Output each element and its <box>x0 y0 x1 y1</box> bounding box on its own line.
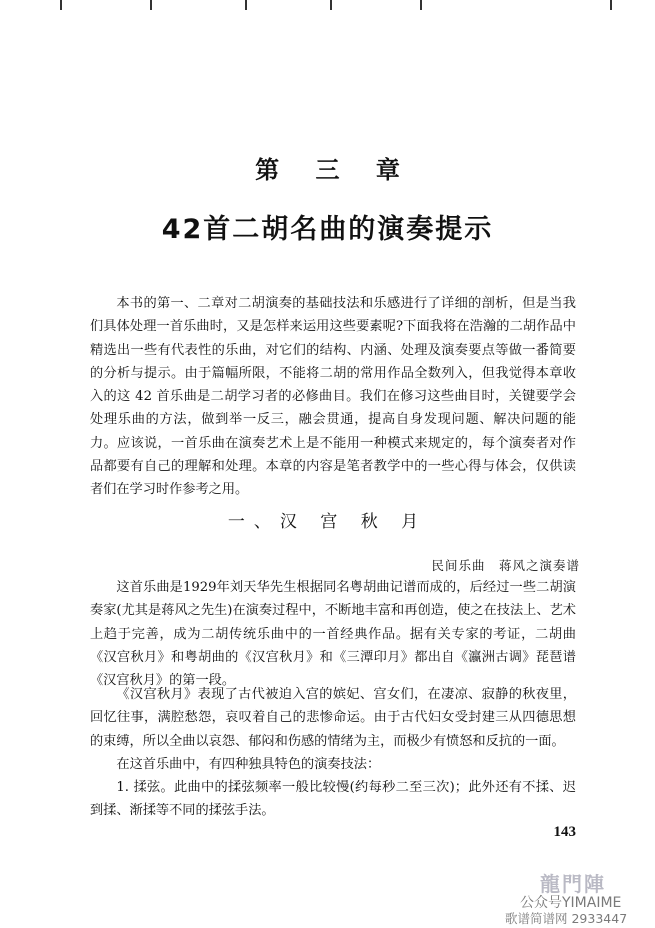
intro-paragraph: 本书的第一、二章对二胡演奏的基础技法和乐感进行了详细的剖析，但是当我们具体处理一首乐曲时，又是怎样来运用这些要素呢?下面我将在浩瀚的二胡作品中精选出一些有代表性的乐曲，对它们的结构、内涵、处理及演奏要点等做一番简要的分析与提示。由于篇幅所限，不能将二胡的常用作品全数列入，但我觉得本章收入的这 42 首乐曲是二胡学习者的必修曲目。我们在修习这些曲目时，关键要学会处理乐曲的方法，做到举一反三，融会贯通，提高自身发现问题、解决问题的能力。应该说，一首乐曲在演奏艺术上是不能用一种模式来规定的，每个演奏者对作品都要有自己的理解和处理。本章的内容是笔者教学中的一些心得与体会，仅供读者们在学习时作参考之用。 <box>90 296 576 498</box>
top-edge-marks <box>0 0 655 12</box>
chapter-title: 42首二胡名曲的演奏提示 <box>161 214 494 245</box>
watermark-wechat: 公众号YIMAIME <box>520 895 622 911</box>
watermark <box>495 868 655 928</box>
page-number: 143 <box>553 824 576 840</box>
watermark-site: 歌谱简谱网 2933447 <box>505 911 628 926</box>
section-paragraph-2: 《汉宫秋月》表现了古代被迫入宫的嫔妃、宫女们，在凄凉、寂静的秋夜里，回忆往事，满腔愁怨，哀叹着自己的悲惨命运。由于古代妇女受封建三从四德思想的束缚，所以全曲以哀怨、郁闷和伤感的情绪为主，而极少有愤怒和反抗的一面。 <box>90 687 576 749</box>
section-paragraph-3: 在这首乐曲中，有四种独具特色的演奏技法： <box>116 757 381 772</box>
section-attribution: 民间乐曲 蒋风之演奏谱 <box>431 558 580 573</box>
section-heading: 一、汉 宫 秋 月 <box>227 512 428 532</box>
chapter-label: 第 三 章 <box>255 156 414 184</box>
section-paragraph-1: 这首乐曲是1929年刘天华先生根据同名粤胡曲记谱而成的，后经过一些二胡演奏家(尤其是蒋风之先生)在演奏过程中，不断地丰富和再创造，使之在技法上、艺术上趋于完善，成为二胡传统乐曲中的一首经典作品。据有关专家的考证，二胡曲《汉宫秋月》和粤胡曲的《汉宫秋月》和《三潭印月》都出自《瀛洲古调》琵琶谱《汉宫秋月》的第一段。 <box>90 580 576 689</box>
watermark-logo: 龍門陣 <box>540 872 606 896</box>
section-paragraph-4: 1. 揉弦。此曲中的揉弦频率一般比较慢(约每秒二至三次)；此外还有不揉、迟到揉、渐揉等不同的揉弦手法。 <box>90 780 576 819</box>
